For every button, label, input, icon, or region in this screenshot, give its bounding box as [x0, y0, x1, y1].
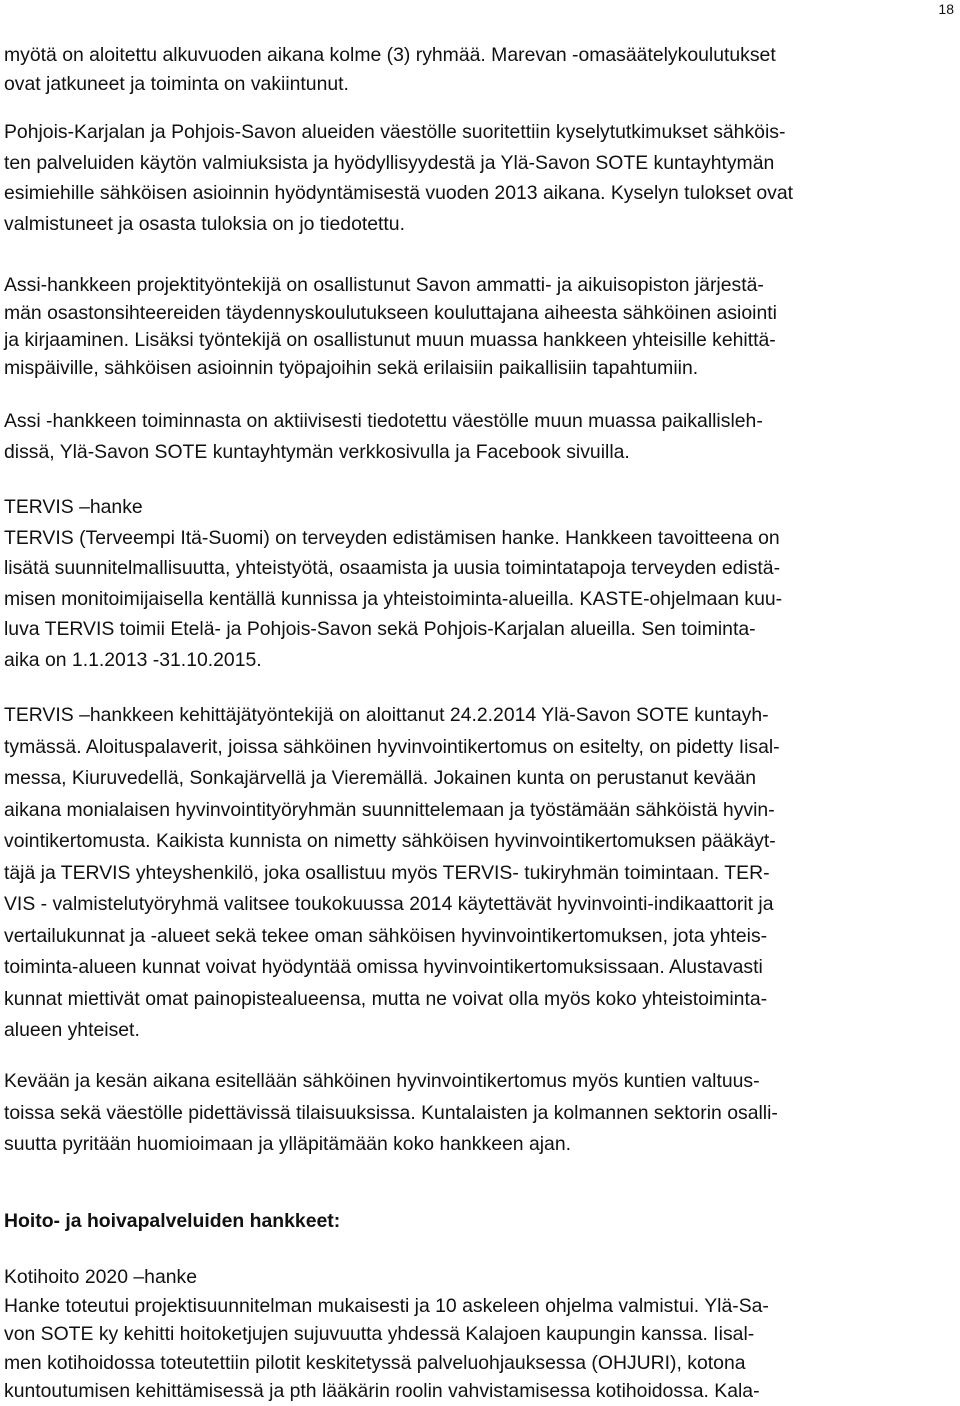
text-line: Pohjois-Karjalan ja Pohjois-Savon alueiden väestölle suoritettiin kyselytutkimukset sähköis-	[4, 121, 786, 143]
text-line: Assi -hankkeen toiminnasta on aktiivisesti tiedotettu väestölle muun muassa paikallisleh-	[4, 410, 763, 432]
paragraph	[4, 1263, 956, 1406]
text-line: VIS - valmistelutyöryhmä valitsee toukokuussa 2014 käytettävät hyvinvointi-indikaattorit ja	[4, 893, 774, 915]
text-line: TERVIS (Terveempi Itä-Suomi) on terveyden edistämisen hanke. Hankkeen tavoitteena on	[4, 526, 780, 549]
text-line: misen monitoimijaisella kentällä kunnissa ja yhteistoiminta-alueilla. KASTE-ohjelmaan kuu-	[4, 587, 783, 610]
text-line: mispäiville, sähköisen asioinnin työpajoihin sekä erilaisiin paikallisiin tapahtumiin.	[4, 356, 699, 379]
text-line: lisätä suunnitelmallisuutta, yhteistyötä, osaamista ja uusia toimintatapoja terveyden edistä-	[4, 557, 781, 579]
text-line: Hoito- ja hoivapalveluiden hankkeet:	[4, 1210, 341, 1232]
text-line: valmistuneet ja osasta tuloksia on jo tiedotettu.	[4, 212, 405, 235]
text-line: TERVIS –hanke	[4, 496, 143, 518]
text-line: ovat jatkuneet ja toiminta on vakiintunut.	[4, 72, 349, 95]
paragraph	[4, 700, 956, 1047]
text-line: myötä on aloitettu alkuvuoden aikana kolme (3) ryhmää. Marevan -omasäätelykoulutukset	[4, 44, 776, 66]
text-line: män osastonsihteereiden täydennyskoulutukseen kouluttajana aiheesta sähköinen asiointi	[4, 301, 777, 324]
text-line: kuntoutumisen kehittämisessä ja pth lääkärin roolin vahvistamisessa kotihoidossa. Kala-	[4, 1380, 760, 1402]
text-line: kunnat miettivät omat painopistealueensa, mutta ne voivat olla myös koko yhteistoiminta-	[4, 987, 768, 1010]
text-line: TERVIS –hankkeen kehittäjätyöntekijä on aloittanut 24.2.2014 Ylä-Savon SOTE kuntayh-	[4, 704, 769, 726]
text-line: von SOTE ky kehitti hoitoketjujen sujuvuutta yhdessä Kalajoen kaupungin kanssa. Iisal-	[4, 1323, 755, 1345]
paragraph	[4, 41, 956, 98]
paragraph	[4, 272, 956, 382]
text-line: Kotihoito 2020 –hanke	[4, 1266, 197, 1288]
text-line: Kevään ja kesän aikana esitellään sähköinen hyvinvointikertomus myös kuntien valtuus-	[4, 1070, 760, 1092]
text-line: ja kirjaaminen. Lisäksi työntekijä on osallistunut muun muassa hankkeen yhteisille kehittä-	[4, 329, 776, 351]
paragraph	[4, 406, 956, 467]
text-line: suutta pyritään huomioimaan ja ylläpitämään koko hankkeen ajan.	[4, 1133, 571, 1155]
text-line: Assi-hankkeen projektityöntekijä on osallistunut Savon ammatti- ja aikuisopiston järjestä-	[4, 274, 764, 296]
text-line: messa, Kiuruvedellä, Sonkajärvellä ja Vieremällä. Jokainen kunta on perustanut kevään	[4, 767, 757, 789]
text-line: esimiehille sähköisen asioinnin hyödyntämisestä vuoden 2013 aikana. Kyselyn tulokset ovat	[4, 182, 794, 204]
text-line: aika on 1.1.2013 -31.10.2015.	[4, 648, 262, 671]
text-line: vointikertomusta. Kaikista kunnista on nimetty sähköisen hyvinvointikertomuksen pääkäyt-	[4, 830, 776, 852]
text-line: aikana monialaisen hyvinvointityöryhmän suunnittelemaan ja työstämään sähköistä hyvin-	[4, 798, 775, 821]
text-line: vertailukunnat ja -alueet sekä tekee oman sähköisen hyvinvointikertomuksen, jota yhteis-	[4, 924, 768, 947]
text-line: ten palveluiden käytön valmiuksista ja hyödyllisyydestä ja Ylä-Savon SOTE kuntayhtymän	[4, 151, 775, 174]
paragraph	[4, 492, 956, 675]
paragraph	[4, 117, 956, 239]
text-line: Hanke toteutui projektisuunnitelman mukaisesti ja 10 askeleen ohjelma valmistui. Ylä-Sa-	[4, 1294, 769, 1317]
text-line: luva TERVIS toimii Etelä- ja Pohjois-Savon sekä Pohjois-Karjalan alueilla. Sen toiminta-	[4, 618, 756, 640]
paragraph	[4, 1066, 956, 1161]
text-line: tymässä. Aloituspalaverit, joissa sähköinen hyvinvointikertomus on esitelty, on pidetty Iisal-	[4, 735, 780, 758]
text-line: men kotihoidossa toteutettiin pilotit keskitetyssä palveluohjauksessa (OHJURI), kotona	[4, 1351, 746, 1374]
text-line: dissä, Ylä-Savon SOTE kuntayhtymän verkkosivulla ja Facebook sivuilla.	[4, 440, 630, 463]
text-line: täjä ja TERVIS yhteyshenkilö, joka osallistuu myös TERVIS- tukiryhmän toimintaan. TER-	[4, 861, 770, 884]
text-line: toiminta-alueen kunnat voivat hyödyntää omissa hyvinvointikertomuksissaan. Alustavasti	[4, 956, 763, 978]
page-number: 18	[938, 1, 954, 17]
text-line: toissa sekä väestölle pidettävissä tilaisuuksissa. Kuntalaisten ja kolmannen sektorin osalli-	[4, 1101, 778, 1124]
text-line: alueen yhteiset.	[4, 1019, 140, 1041]
section-heading	[4, 1206, 956, 1237]
